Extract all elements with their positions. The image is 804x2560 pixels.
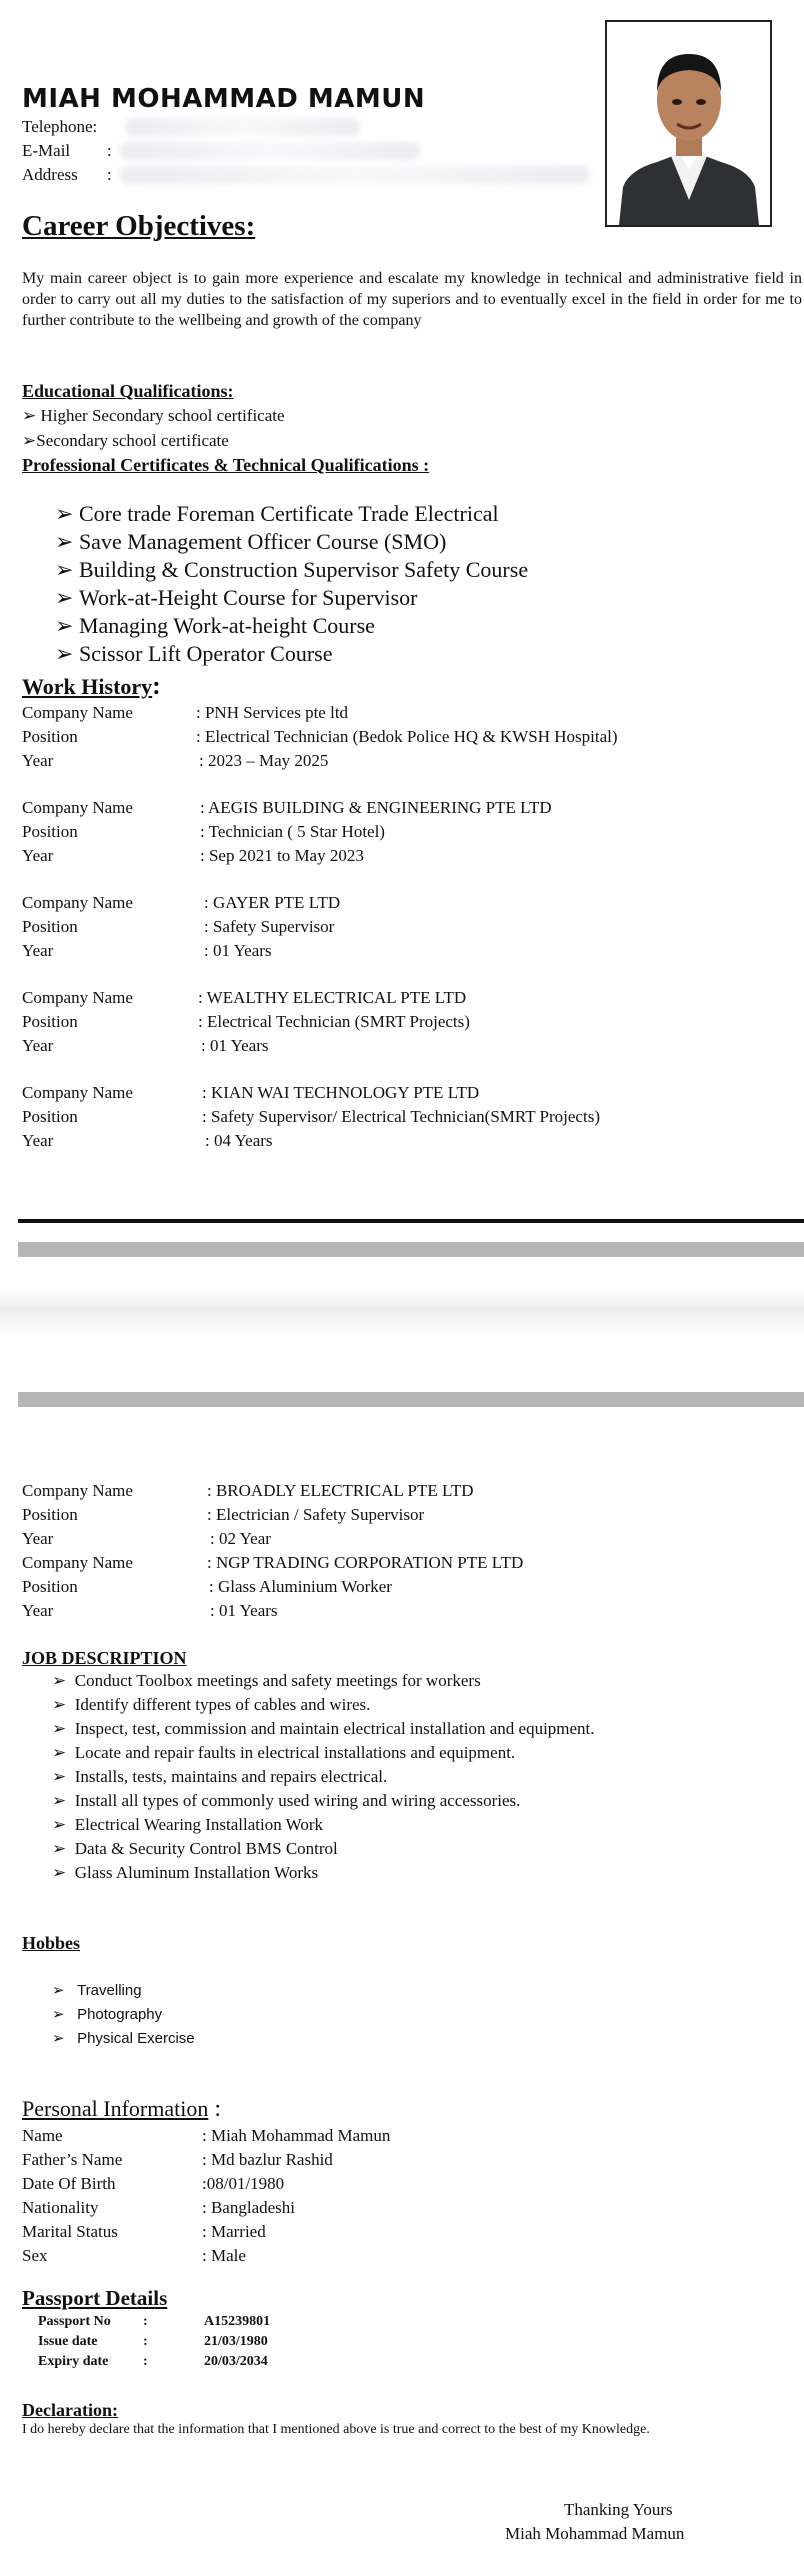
email-colon: :	[107, 141, 112, 160]
company-value: : WEALTHY ELECTRICAL PTE LTD	[198, 988, 467, 1007]
passport-label: Passport No	[38, 2314, 111, 2329]
position-value: : Glass Aluminium Worker	[209, 1577, 392, 1596]
position-label: Position	[22, 1012, 78, 1031]
arrow-bullet-icon: ➢	[55, 613, 79, 638]
arrow-bullet-icon: ➢	[55, 641, 79, 666]
personal-value: : Md bazlur Rashid	[202, 2150, 333, 2169]
professional-item: ➢ Managing Work-at-height Course	[55, 613, 375, 638]
work-heading: Work History:	[22, 671, 161, 700]
gray-divider	[18, 1242, 804, 1257]
personal-label: Date Of Birth	[22, 2174, 116, 2193]
page-gap	[0, 1290, 804, 1336]
job-item: ➢ Conduct Toolbox meetings and safety meetings for workers	[52, 1671, 481, 1690]
arrow-bullet-icon: ➢	[55, 501, 79, 526]
redacted-address	[120, 166, 590, 184]
passport-value: A15239801	[204, 2314, 271, 2329]
address-label: Address	[22, 165, 78, 184]
passport-label: Issue date	[38, 2334, 98, 2349]
position-label: Position	[22, 1505, 78, 1524]
position-value: : Electrical Technician (SMRT Projects)	[198, 1012, 470, 1031]
personal-value: :08/01/1980	[202, 2174, 285, 2193]
professional-item: ➢ Work-at-Height Course for Supervisor	[55, 585, 418, 610]
arrow-bullet-icon: ➢	[22, 431, 37, 450]
year-label: Year	[22, 1601, 54, 1620]
arrow-bullet-icon: ➢	[52, 2006, 78, 2023]
company-label: Company Name	[22, 798, 133, 817]
professional-item: ➢ Core trade Foreman Certificate Trade Electrical	[55, 501, 499, 526]
job-item: ➢ Data & Security Control BMS Control	[52, 1839, 338, 1858]
professional-heading: Professional Certificates & Technical Qualifications :	[22, 455, 430, 475]
company-label: Company Name	[22, 1481, 133, 1500]
personal-value: : Miah Mohammad Mamun	[202, 2126, 391, 2145]
job-item: ➢ Glass Aluminum Installation Works	[52, 1863, 319, 1882]
redacted-telephone	[125, 118, 360, 136]
personal-value: : Married	[202, 2222, 266, 2241]
career-text: My main career object is to gain more experience and escalate my knowledge in technical and administrative field in order to carry out all my duties to the satisfaction of my superiors and to eventually excel in the field in order for me to further contribute to the wellbeing and growth of the company	[22, 270, 802, 329]
declaration-heading: Declaration:	[22, 2400, 118, 2420]
company-value: : PNH Services pte ltd	[196, 703, 349, 722]
arrow-bullet-icon: ➢	[52, 2030, 78, 2047]
profile-photo	[605, 20, 772, 227]
position-value: : Safety Supervisor	[204, 917, 335, 936]
company-label: Company Name	[22, 988, 133, 1007]
education-item: ➢ Higher Secondary school certificate	[22, 406, 285, 425]
company-label: Company Name	[22, 893, 133, 912]
arrow-bullet-icon: ➢	[52, 1719, 75, 1738]
personal-label: Name	[22, 2126, 63, 2145]
year-value: : 01 Years	[210, 1601, 278, 1620]
passport-value: 21/03/1980	[204, 2334, 268, 2349]
position-label: Position	[22, 1107, 78, 1126]
job-item: ➢ Identify different types of cables and wires.	[52, 1695, 371, 1714]
professional-item: ➢ Building & Construction Supervisor Safety Course	[55, 557, 529, 582]
arrow-bullet-icon: ➢	[52, 1767, 75, 1786]
arrow-bullet-icon: ➢	[52, 1839, 75, 1858]
passport-heading: Passport Details	[22, 2286, 168, 2310]
address-colon: :	[107, 165, 112, 184]
position-label: Position	[22, 822, 78, 841]
company-value: : NGP TRADING CORPORATION PTE LTD	[207, 1553, 524, 1572]
year-label: Year	[22, 941, 54, 960]
personal-label: Sex	[22, 2246, 48, 2265]
passport-label: Expiry date	[38, 2354, 109, 2369]
company-value: : GAYER PTE LTD	[204, 893, 341, 912]
job-item: ➢ Inspect, test, commission and maintain electrical installation and equipment.	[52, 1719, 595, 1738]
year-value: : 04 Years	[205, 1131, 273, 1150]
arrow-bullet-icon: ➢	[52, 1671, 75, 1690]
education-heading: Educational Qualifications:	[22, 381, 234, 401]
closing-signature-name: Miah Mohammad Mamun	[505, 2524, 685, 2543]
arrow-bullet-icon: ➢	[52, 1743, 75, 1762]
hobby-item: ➢ Travelling	[52, 1982, 142, 1999]
year-value: : 02 Year	[210, 1529, 271, 1548]
arrow-bullet-icon: ➢	[52, 1791, 75, 1810]
company-value: : BROADLY ELECTRICAL PTE LTD	[207, 1481, 474, 1500]
year-label: Year	[22, 846, 54, 865]
email-label: E-Mail	[22, 141, 71, 160]
professional-item: ➢ Save Management Officer Course (SMO)	[55, 529, 447, 554]
job-item: ➢ Electrical Wearing Installation Work	[52, 1815, 323, 1834]
personal-label: Father’s Name	[22, 2150, 123, 2169]
arrow-bullet-icon: ➢	[52, 1815, 75, 1834]
position-value: : Electrician / Safety Supervisor	[207, 1505, 425, 1524]
arrow-bullet-icon: ➢	[52, 1982, 78, 1999]
hobbies-heading: Hobbes	[22, 1933, 81, 1953]
position-value: : Electrical Technician (Bedok Police HQ & KWSH Hospital)	[196, 727, 618, 746]
personal-label: Marital Status	[22, 2222, 118, 2241]
declaration-text: I do hereby declare that the information that I mentioned above is true and correct to the best of my Knowledge.	[22, 2422, 650, 2437]
arrow-bullet-icon: ➢	[55, 529, 79, 554]
career-heading: Career Objectives:	[22, 210, 256, 242]
job-item: ➢ Installs, tests, maintains and repairs electrical.	[52, 1767, 388, 1786]
telephone-label: Telephone:	[22, 117, 98, 136]
year-label: Year	[22, 751, 54, 770]
position-value: : Safety Supervisor/ Electrical Technician(SMRT Projects)	[202, 1107, 600, 1126]
position-label: Position	[22, 727, 78, 746]
passport-value: 20/03/2034	[204, 2354, 268, 2369]
year-value: : 01 Years	[204, 941, 272, 960]
education-item: ➢Secondary school certificate	[22, 431, 229, 450]
position-label: Position	[22, 1577, 78, 1596]
personal-value: : Male	[202, 2246, 246, 2265]
year-label: Year	[22, 1036, 54, 1055]
hobby-item: ➢ Physical Exercise	[52, 2030, 195, 2047]
gray-divider	[18, 1392, 804, 1407]
arrow-bullet-icon: ➢	[55, 585, 79, 610]
year-value: : 01 Years	[201, 1036, 269, 1055]
company-label: Company Name	[22, 703, 133, 722]
company-label: Company Name	[22, 1553, 133, 1572]
portrait-image	[607, 22, 770, 225]
passport-colon: :	[143, 2334, 148, 2349]
passport-colon: :	[143, 2354, 148, 2369]
company-value: : KIAN WAI TECHNOLOGY PTE LTD	[202, 1083, 480, 1102]
closing-line: Thanking Yours	[564, 2500, 673, 2519]
arrow-bullet-icon: ➢	[52, 1863, 75, 1882]
page-bottom-rule	[18, 1219, 804, 1223]
personal-heading: Personal Information :	[22, 2096, 222, 2122]
position-label: Position	[22, 917, 78, 936]
year-label: Year	[22, 1529, 54, 1548]
company-value: : AEGIS BUILDING & ENGINEERING PTE LTD	[200, 798, 552, 817]
position-value: : Technician ( 5 Star Hotel)	[200, 822, 385, 841]
personal-label: Nationality	[22, 2198, 99, 2217]
job-heading: JOB DESCRIPTION	[22, 1648, 187, 1668]
arrow-bullet-icon: ➢	[55, 557, 79, 582]
hobby-item: ➢ Photography	[52, 2006, 163, 2023]
arrow-bullet-icon: ➢	[22, 406, 41, 425]
passport-colon: :	[143, 2314, 148, 2329]
job-item: ➢ Locate and repair faults in electrical installations and equipment.	[52, 1743, 516, 1762]
redacted-email	[120, 142, 420, 160]
professional-item: ➢ Scissor Lift Operator Course	[55, 641, 333, 666]
company-label: Company Name	[22, 1083, 133, 1102]
arrow-bullet-icon: ➢	[52, 1695, 75, 1714]
applicant-name: MIAH MOHAMMAD MAMUN	[22, 84, 426, 114]
personal-value: : Bangladeshi	[202, 2198, 296, 2217]
year-value: : 2023 – May 2025	[199, 751, 329, 770]
year-value: : Sep 2021 to May 2023	[200, 846, 364, 865]
year-label: Year	[22, 1131, 54, 1150]
job-item: ➢ Install all types of commonly used wiring and wiring accessories.	[52, 1791, 521, 1810]
